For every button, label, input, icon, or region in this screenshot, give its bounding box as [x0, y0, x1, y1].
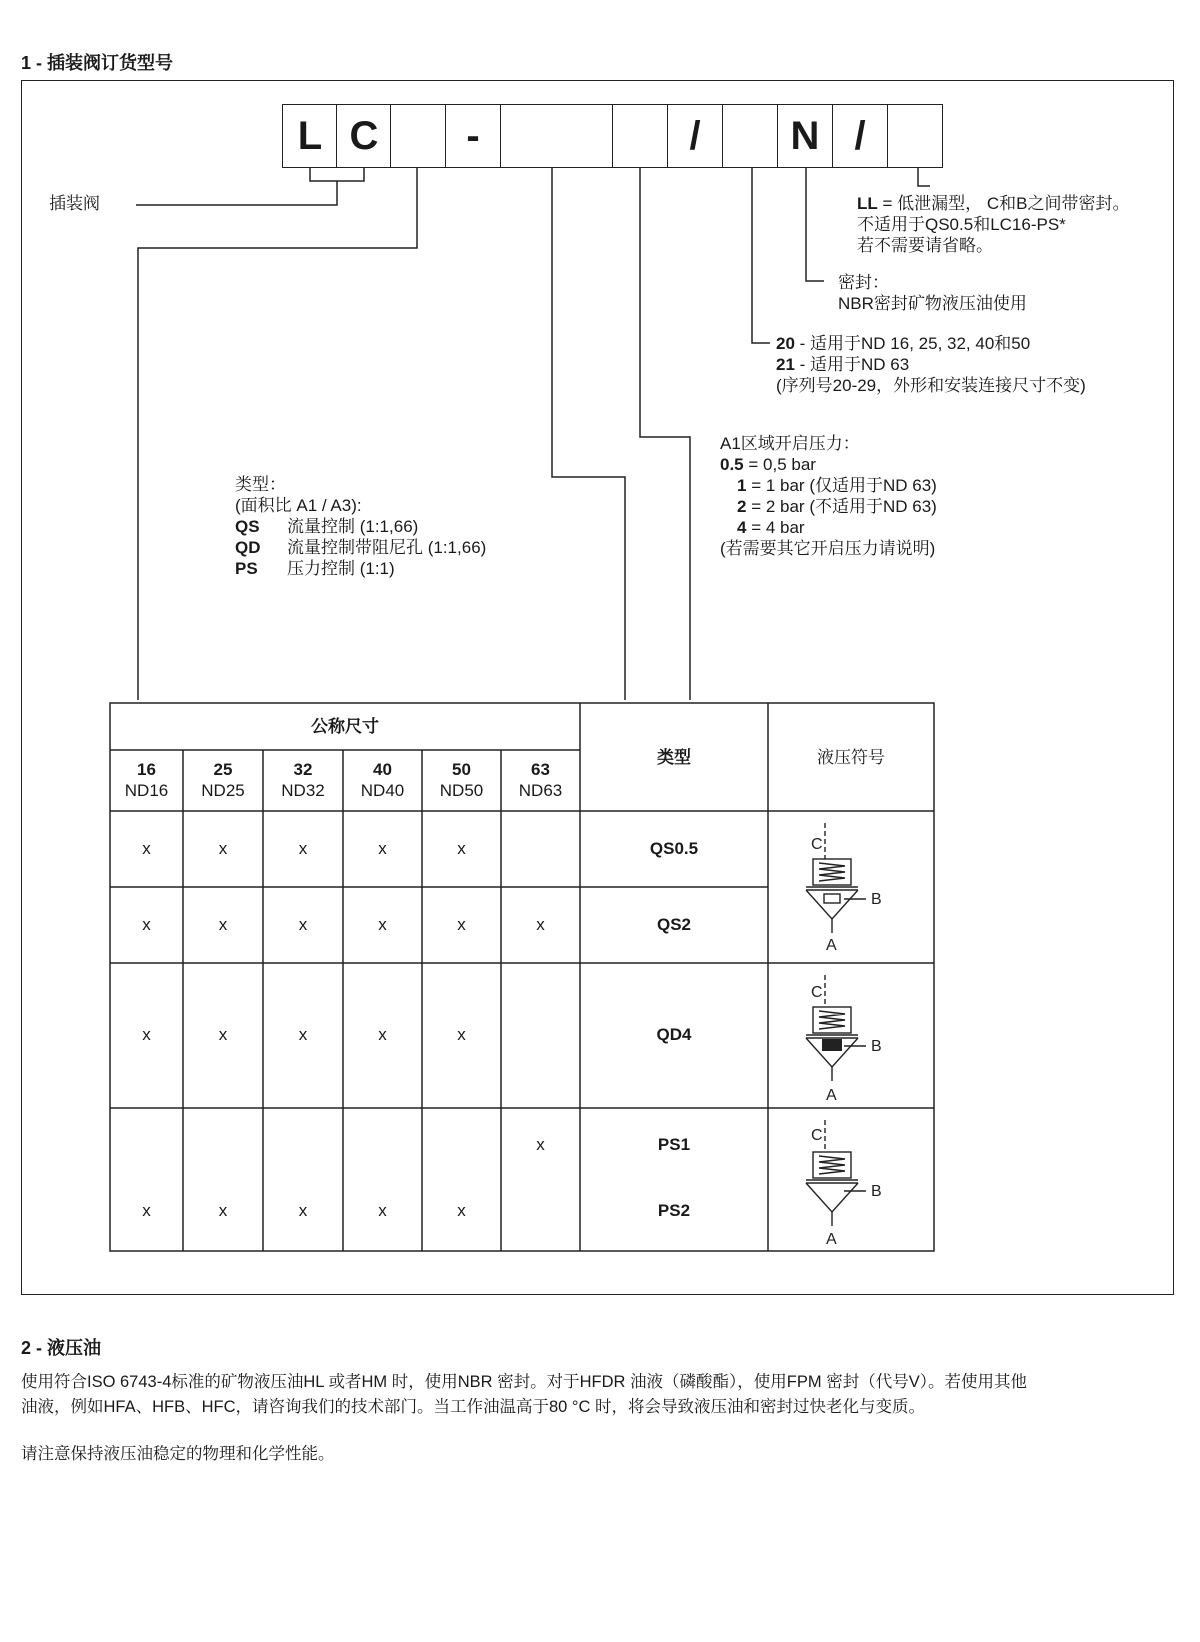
type-ps1: PS1	[657, 1135, 691, 1154]
section-2-para-line2: 油液，例如HFA、HFB、HFC，请咨询我们的技术部门。当工作油温高于80 °C 时，将会导致液压油和密封过快老化与变质。	[21, 1398, 926, 1416]
section-1-title: 1 - 插装阀订货型号	[21, 53, 174, 73]
series-20-text: - 适用于ND 16, 25, 32, 40和50	[794, 334, 1031, 353]
code-box-2: C	[336, 104, 392, 168]
size-nd: ND32	[281, 781, 325, 800]
pressure-title: A1区域开启压力：	[720, 434, 860, 453]
port-a-label: A	[826, 1231, 837, 1248]
series-20-code: 20	[776, 334, 795, 353]
section-2-title: 2 - 液压油	[21, 1338, 102, 1358]
ll-code: LL	[857, 194, 878, 213]
size-num: 16	[137, 760, 156, 779]
series-21-code: 21	[776, 355, 795, 374]
type-qd4: QD4	[656, 1025, 692, 1044]
size-header-16	[110, 759, 183, 801]
label-cartridge: 插装阀	[49, 194, 100, 213]
ll-line3: 若不需要请省略。	[857, 236, 993, 255]
mark-qs2-25: x	[218, 915, 228, 934]
code-box-1: L	[282, 104, 338, 168]
size-nd: ND63	[518, 781, 563, 800]
pressure-text: = 0,5 bar	[743, 455, 816, 474]
type-qs05: QS0.5	[649, 839, 699, 858]
mark-qs2-16: x	[142, 915, 151, 934]
mark-ps2-40: x	[378, 1201, 387, 1220]
port-a-label: A	[826, 937, 837, 954]
size-nd: ND25	[201, 781, 245, 800]
port-a-label: A	[826, 1087, 837, 1104]
type-qs2: QS2	[656, 915, 692, 934]
code-box-9: N	[777, 104, 833, 168]
type-title: 类型：	[235, 475, 286, 494]
pressure-code: 0.5	[720, 455, 744, 474]
size-header-50	[422, 759, 501, 801]
mark-qs05-16: x	[142, 839, 151, 858]
mark-qd4-32: x	[298, 1025, 308, 1044]
mark-qd4-16: x	[142, 1025, 151, 1044]
symbol-qs	[768, 811, 934, 963]
ll-line2: 不适用于QS0.5和LC16-PS*	[857, 215, 1066, 234]
section-2-para-line1: 使用符合ISO 6743-4标准的矿物液压油HL 或者HM 时，使用NBR 密封。对于HFDR 油液（磷酸酯），使用FPM 密封（代号V）。若使用其他	[21, 1373, 1027, 1391]
size-header-25	[183, 759, 263, 801]
pressure-note-text: (若需要其它开启压力请说明)	[720, 539, 936, 558]
mark-qd4-40: x	[378, 1025, 387, 1044]
type-ps2: PS2	[657, 1201, 691, 1220]
seal-title: 密封：	[838, 273, 889, 292]
type-text: 流量控制带阻尼孔 (1:1,66)	[287, 538, 487, 557]
size-num: 50	[452, 760, 471, 779]
size-num: 40	[373, 760, 392, 779]
mark-ps1-63: x	[536, 1135, 545, 1154]
port-c-label: C	[811, 984, 823, 1001]
pressure-text: = 2 bar (不适用于ND 63)	[746, 497, 937, 516]
mark-qs2-32: x	[298, 915, 308, 934]
size-header-32	[263, 759, 343, 801]
mark-ps2-50: x	[457, 1201, 466, 1220]
seal-text: NBR密封矿物液压油使用	[838, 294, 1027, 313]
ll-text: = 低泄漏型， C和B之间带密封。	[877, 194, 1130, 213]
mark-qs05-40: x	[378, 839, 387, 858]
code-box-10: /	[832, 104, 888, 168]
mark-ps2-25: x	[218, 1201, 228, 1220]
code-box-7: /	[667, 104, 723, 168]
series-21-text: - 适用于ND 63	[794, 355, 910, 374]
type-text: 压力控制 (1:1)	[287, 559, 395, 578]
port-b-label: B	[871, 1038, 882, 1055]
size-header-63	[501, 759, 580, 801]
size-nd: ND40	[360, 781, 405, 800]
code-box-4: -	[445, 104, 501, 168]
section-2-para2: 请注意保持液压油稳定的物理和化学性能。	[21, 1445, 335, 1463]
mark-ps2-16: x	[142, 1201, 151, 1220]
type-code: QD	[235, 538, 261, 557]
type-code: PS	[235, 559, 258, 578]
mark-qs2-50: x	[457, 915, 466, 934]
size-nd: ND50	[439, 781, 484, 800]
port-b-label: B	[871, 1183, 882, 1200]
header-type: 类型	[657, 748, 691, 767]
mark-qs05-32: x	[298, 839, 308, 858]
mark-qd4-25: x	[218, 1025, 228, 1044]
pressure-text: = 4 bar	[746, 518, 805, 537]
size-nd: ND16	[124, 781, 169, 800]
size-header-40	[343, 759, 422, 801]
type-text: 流量控制 (1:1,66)	[287, 517, 419, 536]
mark-qs2-63: x	[536, 915, 545, 934]
pressure-code: 1	[737, 476, 747, 495]
size-num: 25	[213, 760, 233, 779]
size-num: 63	[531, 760, 550, 779]
symbol-ps	[768, 1108, 934, 1251]
mark-qd4-50: x	[457, 1025, 466, 1044]
type-code: QS	[235, 517, 260, 536]
port-c-label: C	[811, 1127, 823, 1144]
mark-qs05-25: x	[218, 839, 228, 858]
pressure-code: 2	[737, 497, 747, 516]
port-b-label: B	[871, 891, 882, 908]
pressure-code: 4	[737, 518, 747, 537]
mark-qs05-50: x	[457, 839, 466, 858]
header-nominal-size: 公称尺寸	[311, 717, 379, 736]
series-note-text: (序列号20-29，外形和安装连接尺寸不变)	[776, 376, 1086, 395]
area-ratio: (面积比 A1 / A3):	[235, 496, 362, 515]
mark-qs2-40: x	[378, 915, 387, 934]
mark-ps2-32: x	[298, 1201, 308, 1220]
header-symbol: 液压符号	[817, 748, 885, 767]
port-c-label: C	[811, 836, 823, 853]
symbol-qd	[768, 963, 934, 1108]
size-num: 32	[293, 760, 313, 779]
pressure-text: = 1 bar (仅适用于ND 63)	[746, 476, 937, 495]
